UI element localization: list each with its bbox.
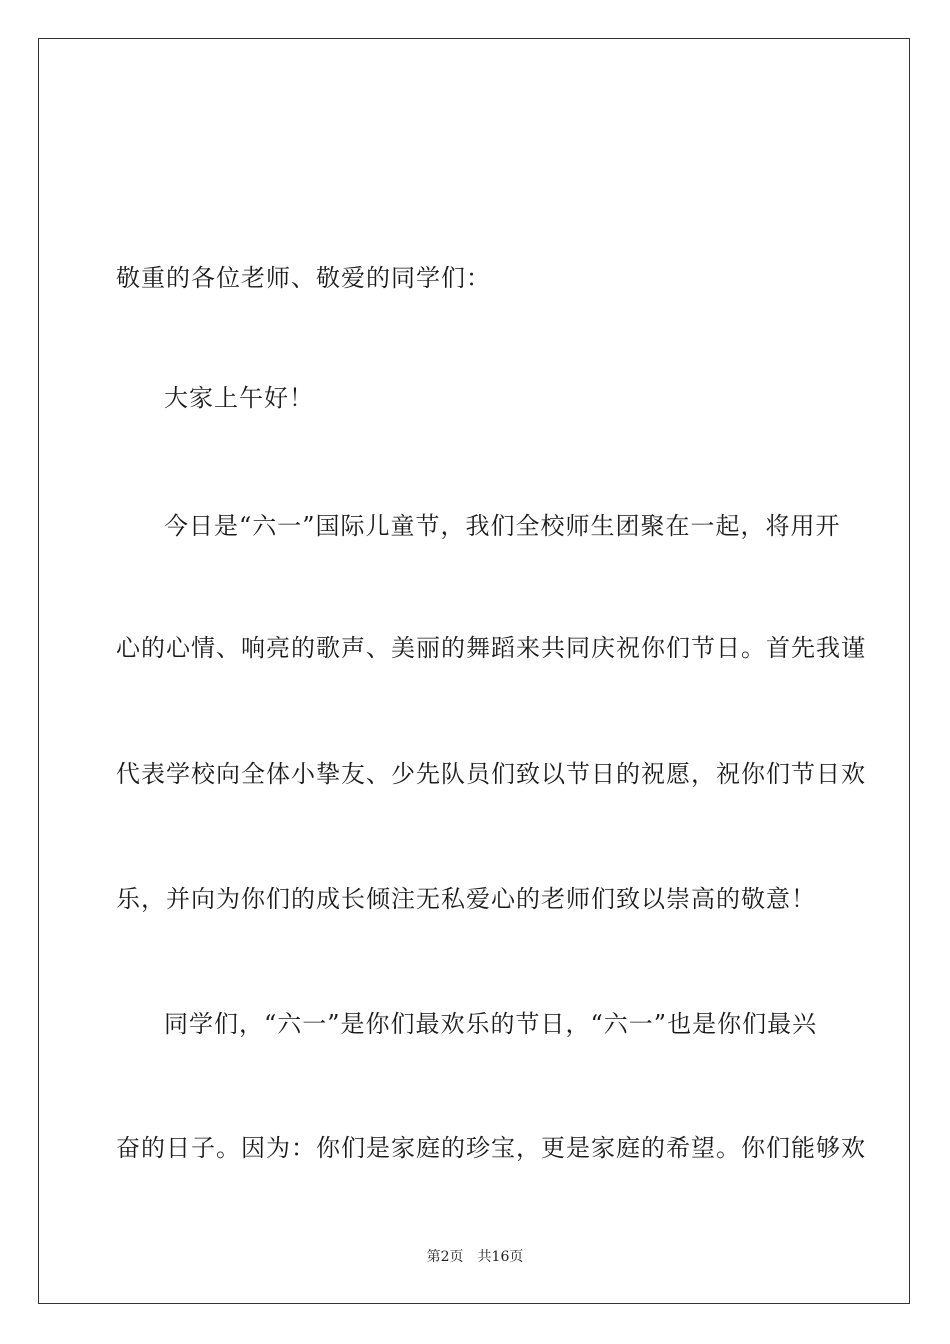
paragraph-1-line-4: 乐，并向为你们的成长倾注无私爱心的老师们致以崇高的敬意！: [116, 885, 816, 913]
greeting-line: 大家上午好！: [164, 384, 314, 412]
paragraph-1-line-1: 今日是“六一”国际儿童节，我们全校师生团聚在一起，将用开: [164, 512, 841, 540]
paragraph-2-line-1: 同学们，“六一”是你们最欢乐的节日，“六一”也是你们最兴: [164, 1010, 818, 1038]
page-border: [38, 38, 910, 1304]
page-footer: [0, 1248, 950, 1266]
total-pages: 共16页: [477, 1249, 524, 1265]
salutation-line: 敬重的各位老师、敬爱的同学们：: [116, 264, 491, 292]
page-number: 第2页: [426, 1249, 464, 1265]
paragraph-1-line-2: 心的心情、响亮的歌声、美丽的舞蹈来共同庆祝你们节日。首先我谨: [116, 634, 866, 662]
paragraph-2-line-2: 奋的日子。因为：你们是家庭的珍宝，更是家庭的希望。你们能够欢: [116, 1134, 866, 1162]
paragraph-1-line-3: 代表学校向全体小挚友、少先队员们致以节日的祝愿，祝你们节日欢: [116, 760, 866, 788]
